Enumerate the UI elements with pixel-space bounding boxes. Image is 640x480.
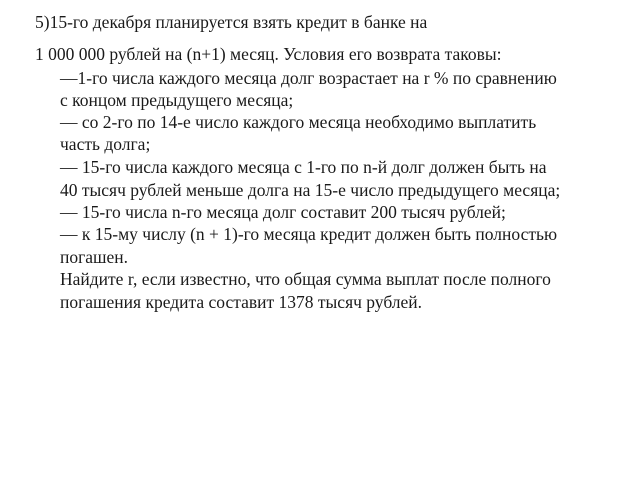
condition-3-continued: 40 тысяч рублей меньше долга на 15-е число предыдущего месяца;: [60, 180, 561, 200]
condition-3-line: — 15-го числа каждого месяца с 1-го по n-й долг должен быть на: [60, 157, 547, 177]
problem-header-line: 5)15-го декабря планируется взять кредит в банке на: [35, 12, 428, 32]
condition-1-continued: с концом предыдущего месяца;: [60, 90, 294, 110]
condition-4-line: — 15-го числа n-го месяца долг составит 200 тысяч рублей;: [60, 202, 506, 222]
problem-intro-line: 1 000 000 рублей на (n+1) месяц. Условия его возврата таковы:: [35, 44, 502, 64]
question-line: Найдите r, если известно, что общая сумма выплат после полного: [60, 269, 551, 289]
condition-5-line: — к 15-му числу (n + 1)-го месяца кредит должен быть полностью: [60, 224, 558, 244]
condition-5-continued: погашен.: [60, 247, 129, 267]
question-continued: погашения кредита составит 1378 тысяч рублей.: [60, 292, 423, 312]
condition-1-line: —1-го числа каждого месяца долг возрастает на r % по сравнению: [60, 68, 557, 88]
condition-2-continued: часть долга;: [60, 134, 151, 154]
condition-2-line: — со 2-го по 14-е число каждого месяца необходимо выплатить: [60, 112, 537, 132]
